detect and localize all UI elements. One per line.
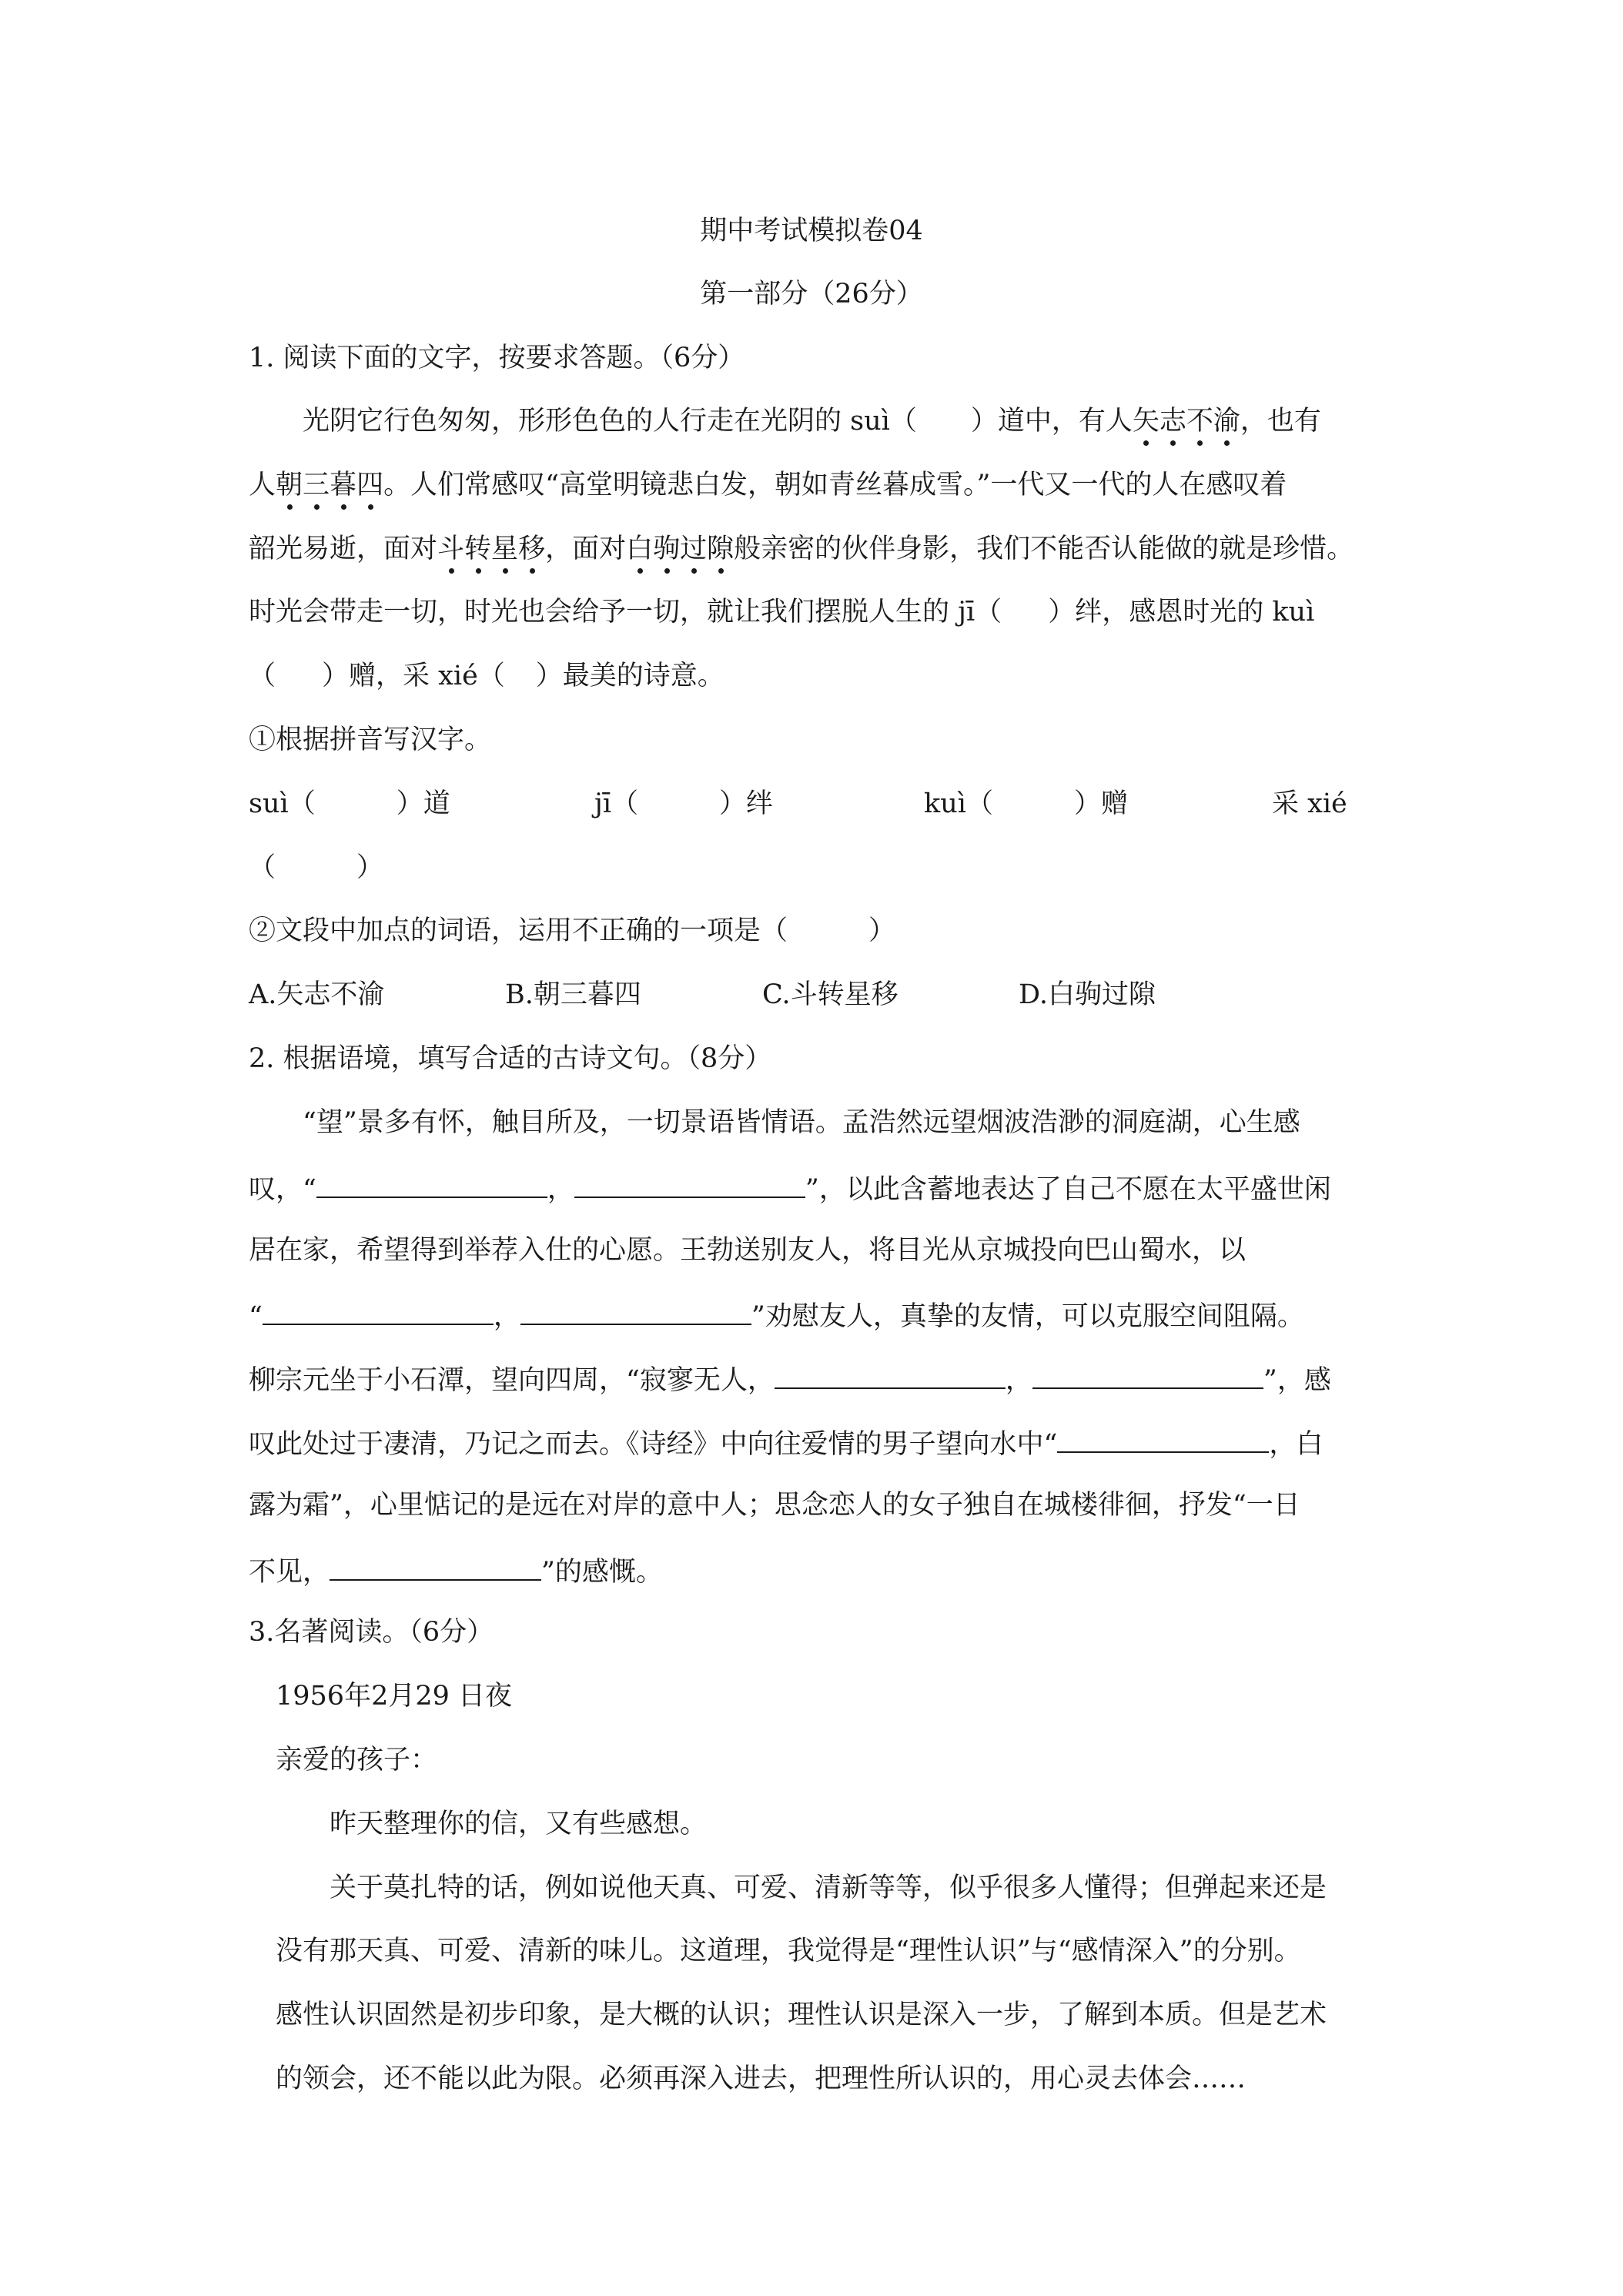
fill-blank[interactable]	[330, 1556, 541, 1581]
text: 叹，“	[249, 1174, 316, 1205]
letter-line-3: 没有那天真、可爱、清新的味儿。这道理，我觉得是“理性认识”与“感情深入”的分别。	[276, 1936, 1301, 1966]
q2-line-6	[249, 1428, 1323, 1458]
text: ）绊，感恩时光的 kuì	[1048, 597, 1315, 628]
pinyin-item-xie-answer	[249, 852, 384, 883]
fill-blank[interactable]	[263, 1300, 494, 1325]
dotted-char: 暮	[330, 470, 357, 500]
text: 时光会带走一切，时光也会给予一切，就让我们摆脱人生的 jī（	[249, 597, 1002, 628]
q3-stem: 3.名著阅读。（6分）	[249, 1617, 494, 1648]
fill-blank[interactable]	[520, 1300, 751, 1325]
fill-blank[interactable]	[574, 1173, 805, 1198]
text: ）道中，有人	[970, 406, 1133, 437]
text: jī（	[594, 788, 639, 819]
text: ”，以此含蓄地表达了自己不愿在太平盛世闲	[805, 1174, 1331, 1205]
text: ，	[493, 1301, 520, 1332]
pinyin-item-xie: 采 xié	[1272, 788, 1347, 819]
text: ）赠，采 xié（	[322, 661, 505, 691]
dotted-char: 过	[680, 534, 708, 564]
dotted-char: 不	[1186, 406, 1213, 437]
dotted-char: 矢	[1132, 406, 1160, 437]
text: 韶光易逝，面对	[249, 534, 438, 564]
q1-stem: 1. 阅读下面的文字，按要求答题。（6分）	[249, 343, 745, 373]
text: ）赠	[1073, 788, 1128, 819]
pinyin-item-kui	[924, 788, 1128, 819]
q1-passage-line-1	[303, 408, 1321, 435]
text: 。人们常感叹“高堂明镜悲白发，朝如青丝暮成雪。”一代又一代的人在感叹着	[383, 470, 1287, 500]
option-c[interactable]: C.斗转星移	[762, 979, 899, 1010]
q1-passage-line-2	[249, 472, 1287, 499]
q2-line-3: 居在家，希望得到举荐入仕的心愿。王勃送别友人，将目光从京城投向巴山蜀水，以	[249, 1235, 1247, 1266]
text: ②文段中加点的词语，运用不正确的一项是（	[249, 915, 788, 946]
text: ）绊	[719, 788, 774, 819]
fill-blank[interactable]	[775, 1364, 1006, 1389]
text: （	[249, 852, 276, 883]
dotted-char: 驹	[653, 534, 681, 564]
dotted-char: 白	[626, 534, 654, 564]
letter-line-5: 的领会，还不能以此为限。必须再深入进去，把理性所认识的，用心灵去体会……	[276, 2063, 1247, 2094]
fill-blank[interactable]	[316, 1173, 547, 1198]
dotted-char: 移	[518, 534, 546, 564]
text: ，面对	[545, 534, 627, 564]
q2-line-7: 露为霜”，心里惦记的是远在对岸的意中人；思念恋人的女子独自在城楼徘徊，抒发“一日	[249, 1490, 1300, 1521]
dotted-char: 隙	[707, 534, 735, 564]
dotted-char: 渝	[1213, 406, 1240, 437]
q1-passage-line-5	[249, 663, 724, 690]
text: kuì（	[924, 788, 993, 819]
pinyin-item-sui	[249, 788, 450, 819]
exam-title: 期中考试模拟卷04	[700, 216, 923, 246]
dotted-char: 转	[464, 534, 492, 564]
text: ）	[356, 852, 384, 883]
part-heading: 第一部分（26分）	[700, 279, 923, 310]
text: 叹此处过于凄清，乃记之而去。《诗经》中向往爱情的男子望向水中“	[249, 1429, 1058, 1460]
option-a[interactable]: A.矢志不渝	[249, 979, 385, 1010]
q1-sub-question-2	[249, 915, 896, 946]
text: 人	[249, 470, 276, 500]
q2-stem: 2. 根据语境，填写合适的古诗文句。（8分）	[249, 1043, 772, 1074]
text: ）	[868, 915, 896, 946]
text: ）最美的诗意。	[535, 661, 724, 691]
dotted-char: 三	[303, 470, 330, 500]
q1-sub-question-1: ①根据拼音写汉字。	[249, 725, 492, 755]
text: ”劝慰友人，真挚的友情，可以克服空间阻隔。	[751, 1301, 1304, 1332]
text: ）道	[396, 788, 450, 819]
dotted-char: 朝	[276, 470, 303, 500]
q2-line-2	[249, 1173, 1331, 1203]
letter-line-4: 感性认识固然是初步印象，是大概的认识；理性认识是深入一步，了解到本质。但是艺术	[276, 2000, 1327, 2030]
letter-greeting: 亲爱的孩子：	[276, 1745, 438, 1776]
text: ，也有	[1240, 406, 1321, 437]
text: “	[249, 1301, 263, 1332]
option-d[interactable]: D.白驹过隙	[1019, 979, 1156, 1010]
pinyin-item-ji	[594, 788, 774, 819]
option-b[interactable]: B.朝三暮四	[505, 979, 641, 1010]
dotted-char: 志	[1159, 406, 1186, 437]
q2-line-1: “望”景多有怀，触目所及，一切景语皆情语。孟浩然远望烟波浩渺的洞庭湖，心生感	[303, 1107, 1300, 1138]
dotted-char: 斗	[437, 534, 465, 564]
text: 光阴它行色匆匆，形形色色的人行走在光阴的 suì（	[303, 406, 917, 437]
text: ”的感慨。	[541, 1557, 663, 1588]
text: 不见，	[249, 1557, 330, 1588]
text: 柳宗元坐于小石潭，望向四周，“寂寥无人，	[249, 1365, 775, 1396]
text: 般亲密的伙伴身影，我们不能否认能做的就是珍惜。	[734, 534, 1354, 564]
fill-blank[interactable]	[1057, 1428, 1269, 1453]
text: suì（	[249, 788, 316, 819]
dotted-char: 星	[491, 534, 519, 564]
q2-line-4	[249, 1300, 1304, 1330]
text: ，	[547, 1174, 574, 1205]
letter-line-1: 昨天整理你的信，又有些感想。	[330, 1809, 708, 1839]
q2-line-8	[249, 1556, 663, 1586]
letter-line-2: 关于莫扎特的话，例如说他天真、可爱、清新等等，似乎很多人懂得；但弹起来还是	[330, 1873, 1327, 1903]
letter-date: 1956年2月29 日夜	[276, 1681, 513, 1712]
text: ，	[1005, 1365, 1032, 1396]
fill-blank[interactable]	[1032, 1364, 1263, 1389]
text: ，白	[1269, 1429, 1323, 1460]
text: （	[249, 661, 276, 691]
text: ”，感	[1263, 1365, 1331, 1396]
q1-passage-line-3	[249, 536, 1354, 563]
q1-passage-line-4	[249, 599, 1314, 626]
q2-line-5	[249, 1364, 1331, 1394]
dotted-char: 四	[356, 470, 384, 500]
